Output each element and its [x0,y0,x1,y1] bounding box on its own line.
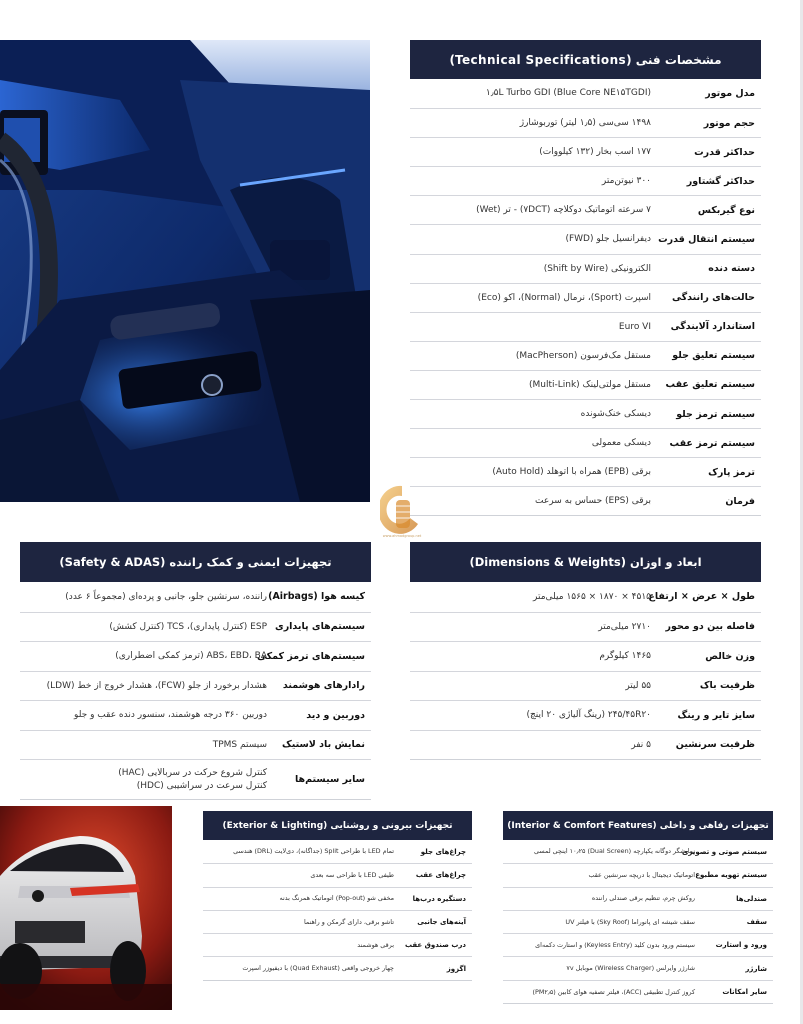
row-value: برقی (EPS) حساس به سرعت [535,496,651,507]
table-row [410,370,761,399]
interior-photo [0,40,370,502]
table-row [410,224,761,253]
technical-specifications-title: مشخصات فنی (Technical Specifications) [410,40,761,79]
row-value: طیفی LED با طراحی سه بعدی [310,871,394,880]
table-row [503,887,773,910]
exterior-lighting-table [203,840,472,981]
table-row [203,863,472,886]
row-value: دیفرانسیل جلو (FWD) [565,234,651,245]
table-row [410,582,761,612]
table-row [410,79,761,108]
row-label: سیستم ترمز عقب [669,437,755,449]
row-label: سیستم صوتی و تصویری [681,847,767,856]
row-value: مخفی شو (Pop-out) اتوماتیک همرنگ بدنه [279,894,394,903]
table-row [20,700,371,730]
row-label: سیستم‌های پایداری [274,621,365,633]
row-value-line: کنترل شروع حرکت در سربالایی (HAC) [118,768,267,779]
row-label: سیستم تعلیق جلو [672,350,755,362]
row-label: دستگیره درب‌ها [412,894,466,903]
table-row [203,933,472,956]
table-row [410,283,761,312]
watermark-url: www.ahmadgroup.net [382,534,422,538]
row-value: ۵۵ لیتر [625,680,651,691]
row-value: برقی (EPB) همراه با اتوهلد (Auto Hold) [492,467,651,478]
row-value: سیستم ورود بدون کلید (Keyless Entry) و استارت دکمه‌ای [535,941,695,950]
row-label: وزن خالص [705,650,755,662]
row-label: آینه‌های جانبی [417,918,466,927]
row-value: اتوماتیک دیجیتال با دریچه سرنشین عقب [588,871,695,880]
technical-specifications-panel [410,40,761,516]
dimensions-weights-title: ابعاد و اوزان (Dimensions & Weights) [410,542,761,582]
row-value: شارژر وایرلس (Wireless Charger) موبایل ۷v [566,964,695,973]
safety-adas-panel [20,542,371,800]
row-label: رادارهای هوشمند [282,680,365,692]
row-label: سیستم‌های ترمز کمکی [257,650,365,662]
row-value: ۵ نفر [631,739,651,750]
dimensions-weights-table [410,582,761,760]
table-row [20,730,371,760]
row-value: اسپرت (Sport)، نرمال (Normal)، اکو (Eco) [477,292,651,303]
row-value: ۱۴۶۵ کیلوگرم [599,651,651,662]
table-row [410,399,761,428]
row-label: سایز تایر و رینگ [677,709,755,721]
row-value: ۲۷۱۰ میلی‌متر [598,621,651,632]
row-value: چهار خروجی واقعی (Quad Exhaust) با دیفیوزر اسپرت [242,964,394,973]
row-label: سیستم تهویه مطبوع [695,871,767,880]
table-row [410,428,761,457]
table-row [410,700,761,730]
dimensions-weights-panel [410,542,761,760]
table-row [503,910,773,933]
table-row [410,641,761,671]
row-label: نوع گیربکس [697,204,755,216]
table-row [410,166,761,195]
row-value: سقف شیشه ای پانوراما (Sky Roof) با فیلتر UV [565,917,695,926]
row-label: شارژر [745,964,767,973]
row-label: سیستم تعلیق عقب [665,379,755,391]
row-value [20,767,273,791]
row-label: سایر سیستم‌ها [294,774,365,785]
row-label: درب صندوق عقب [404,941,466,950]
row-value: تمام LED با طراحی Split (جداگانه)، دی‌لایت (DRL) هندسی [233,847,394,856]
row-value: سیستم TPMS [212,739,267,750]
table-row [410,312,761,341]
row-value: هشدار برخورد از جلو (FCW)، هشدار خروج از خط (LDW) [46,680,267,691]
table-row [410,108,761,137]
row-value: کروز کنترل تطبیقی (ACC)، فیلتر تصفیه هوای کابین (PM۲٫۵) [532,987,695,996]
row-label: حداکثر گشتاور [686,175,755,187]
exterior-lighting-title: تجهیزات بیرونی و روشنایی (Exterior & Lighting) [203,811,472,840]
row-label: حالت‌های رانندگی [672,292,755,304]
row-value: دیسکی معمولی [591,438,651,449]
row-value: Euro VI [618,321,651,332]
row-label: چراغ‌های عقب [415,871,466,880]
row-value: ۷ سرعته اتوماتیک دوکلاچه (۷DCT) - تر (Wet) [476,205,651,216]
row-value: نمایشگر دوگانه یکپارچه (Dual Screen) ۱۰٫۲۵ اینچی لمسی [533,847,695,856]
row-label: فرمان [725,495,755,507]
row-label: دسته دنده [708,263,755,275]
table-row [203,887,472,910]
table-row [410,730,761,760]
row-value: دوربین ۳۶۰ درجه هوشمند، سنسور دنده عقب و جلو [74,710,267,721]
row-value: ۱۷۷ اسب بخار (۱۳۲ کیلووات) [539,147,651,158]
row-label: اگزوز [446,964,466,973]
interior-comfort-table [503,840,773,1004]
watermark-logo-icon [380,482,424,540]
table-row [410,254,761,283]
table-row [410,137,761,166]
row-value: ۲۴۵/۴۵R۲۰ (رینگ آلیاژی ۲۰ اینچ) [526,710,651,721]
row-label: سایر امکانات [722,987,767,996]
row-label: فاصله بین دو محور [665,621,755,633]
table-row [410,341,761,370]
row-label: چراغ‌های جلو [420,847,466,856]
row-value: برقی هوشمند [357,941,394,950]
row-value: ۴۵۱۵ × ۱۸۷۰ × ۱۵۶۵ میلی‌متر [533,591,651,602]
row-label: نمایش باد لاستیک [281,739,365,751]
row-value: مستقل مولتی‌لینک (Multi-Link) [528,379,651,390]
table-row [410,671,761,701]
row-value: الکترونیکی (Shift by Wire) [543,263,651,274]
row-label: کیسه هوا (Airbags) [268,591,365,603]
row-label: ظرفیت سرنشین [675,739,755,751]
exterior-lighting-panel [203,811,472,981]
row-value: ESP (کنترل پایداری)، TCS (کنترل کشش) [109,621,267,632]
row-label: حداکثر قدرت [694,146,755,158]
row-value: ۳۰۰ نیوتن‌متر [601,176,651,187]
table-row [410,486,761,515]
row-label: حجم موتور [703,117,755,129]
table-row [410,195,761,224]
row-label: سیستم انتقال قدرت [658,234,755,246]
table-row [410,457,761,486]
table-row [503,863,773,886]
table-row [503,933,773,956]
row-value: ۱٫۵L Turbo GDI (Blue Core NE۱۵TGDI) [485,88,651,99]
table-row [203,840,472,863]
technical-specifications-table [410,79,761,516]
row-value: روکش چرم، تنظیم برقی صندلی راننده [591,894,695,903]
row-label: سیستم ترمز جلو [676,408,755,420]
row-label: ورود و استارت [715,941,767,950]
table-row [503,956,773,979]
row-value: ABS، EBD، BA (ترمز کمکی اضطراری) [115,651,267,662]
row-value: مستقل مک‌فرسون (MacPherson) [515,350,651,361]
table-row [410,612,761,642]
row-label: استاندارد آلایندگی [670,321,755,333]
row-value: دیسکی خنک‌شونده [580,409,651,419]
interior-comfort-title: تجهیزات رفاهی و داخلی (Interior & Comfort Features) [503,811,773,840]
safety-adas-title: تجهیزات ایمنی و کمک راننده (Safety & ADAS) [20,542,371,582]
row-label: صندلی‌ها [736,894,767,903]
car-rear-photo [0,806,172,1010]
row-label: ظرفیت باک [699,680,755,692]
row-label: دوربین و دید [306,709,365,721]
table-row [20,671,371,701]
table-row [20,759,371,799]
table-row [203,956,472,979]
row-value: ۱۴۹۸ سی‌سی (۱٫۵ لیتر) توربوشارژ [519,118,651,129]
row-label: ترمز پارک [708,466,755,478]
table-row [503,980,773,1003]
safety-adas-table [20,582,371,800]
row-label: مدل موتور [705,88,755,100]
table-row [20,612,371,642]
table-row [20,641,371,671]
row-value: راننده، سرنشین جلو، جانبی و پرده‌ای (مجموعاً ۶ عدد) [65,591,267,602]
table-row [203,910,472,933]
interior-comfort-panel [503,811,773,1004]
row-value: تاشو برقی، دارای گرمکن و راهنما [303,917,394,926]
row-value-line: کنترل سرعت در سراشیبی (HDC) [136,780,267,791]
table-row [503,840,773,863]
row-label: طول × عرض × ارتفاع [648,591,755,603]
table-row [20,582,371,612]
row-label: سقف [746,918,767,927]
